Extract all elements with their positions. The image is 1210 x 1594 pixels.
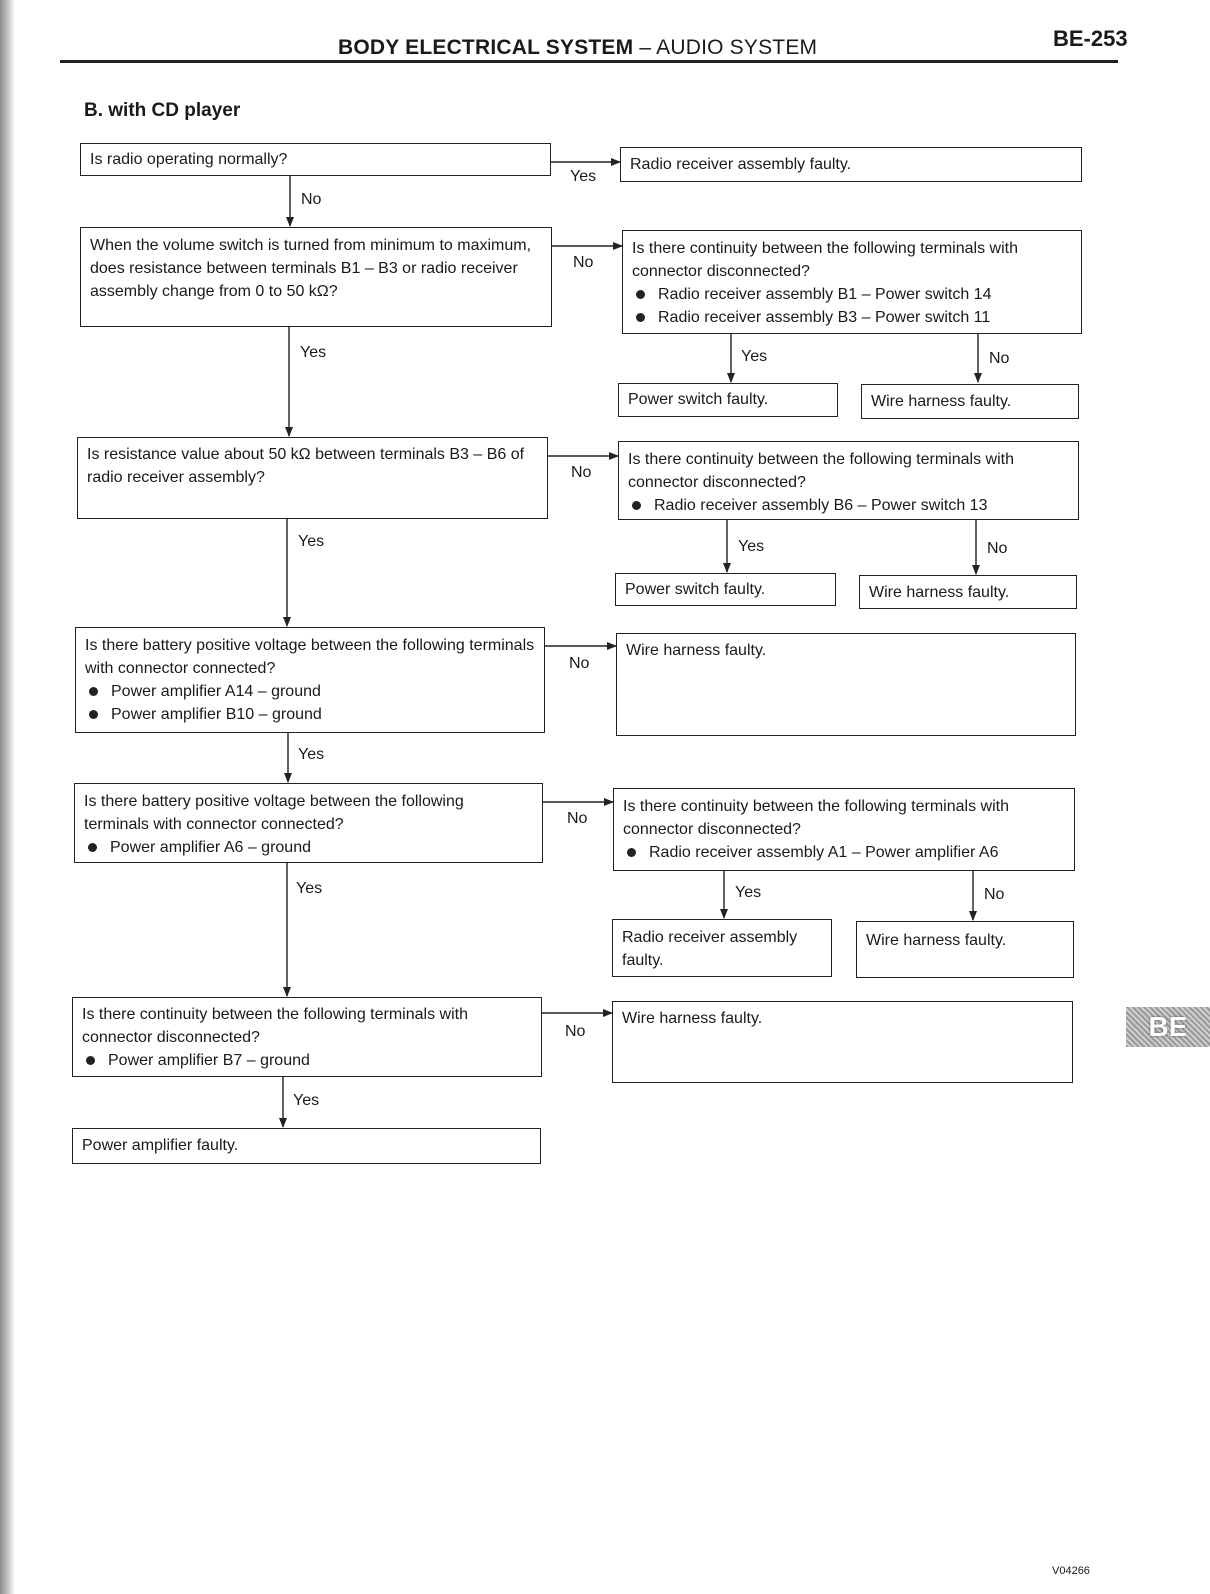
bullet-icon <box>88 843 97 852</box>
no-label: No <box>984 886 1005 903</box>
bullet-icon <box>89 710 98 719</box>
question-continuity-a1-a6 <box>613 788 1075 871</box>
no-label: No <box>569 655 590 672</box>
figure-code: V04266 <box>1052 1565 1090 1577</box>
result-text: Wire harness faulty. <box>871 393 1012 410</box>
yes-label: Yes <box>293 1092 320 1109</box>
result-power-amplifier-faulty <box>72 1128 541 1164</box>
result-text: Radio receiver assembly faulty. <box>622 929 798 969</box>
bullet-icon <box>636 290 645 299</box>
question-resistance-b3-b6 <box>77 437 548 519</box>
result-text: Wire harness faulty. <box>869 584 1010 601</box>
page-title-main: BODY ELECTRICAL SYSTEM <box>338 36 634 59</box>
terminal-item: Power amplifier B7 – ground <box>82 1049 532 1072</box>
result-radio-receiver-faulty <box>612 919 832 977</box>
question-continuity-b1-b3 <box>622 230 1082 334</box>
bullet-icon <box>86 1056 95 1065</box>
yes-label: Yes <box>296 880 323 897</box>
question-text: Is there battery positive voltage between the following terminals with connector connected? <box>84 793 464 833</box>
terminal-item: Radio receiver assembly A1 – Power amplifier A6 <box>623 841 1065 864</box>
bullet-icon <box>627 848 636 857</box>
bullet-icon <box>632 501 641 510</box>
no-label: No <box>989 350 1010 367</box>
terminal-list <box>82 1049 532 1072</box>
question-battery-voltage-a6 <box>74 783 543 863</box>
yes-label: Yes <box>300 344 327 361</box>
yes-label: Yes <box>741 348 768 365</box>
yes-label: Yes <box>570 168 597 185</box>
terminal-item: Radio receiver assembly B3 – Power switch 11 <box>632 306 1072 329</box>
terminal-item: Radio receiver assembly B6 – Power switch 13 <box>628 494 1069 517</box>
question-text: Is there continuity between the following terminals with connector disconnected? <box>623 798 1009 838</box>
no-label: No <box>567 810 588 827</box>
bullet-icon <box>89 687 98 696</box>
no-label: No <box>565 1023 586 1040</box>
result-power-switch-faulty <box>618 383 838 417</box>
terminal-item: Power amplifier A6 – ground <box>84 836 533 859</box>
result-text: Radio receiver assembly faulty. <box>630 156 852 173</box>
no-label: No <box>573 254 594 271</box>
terminal-list <box>628 494 1069 517</box>
terminal-list <box>632 283 1072 329</box>
result-radio-receiver-faulty <box>620 147 1082 182</box>
terminal-item: Power amplifier A14 – ground <box>85 680 535 703</box>
question-radio-operating <box>80 143 551 176</box>
question-text: Is there continuity between the following terminals with connector disconnected? <box>632 240 1018 280</box>
yes-label: Yes <box>298 746 325 763</box>
result-wire-harness-faulty <box>861 384 1079 419</box>
result-wire-harness-faulty <box>612 1001 1073 1083</box>
result-text: Power switch faulty. <box>625 581 766 598</box>
section-title: B. with CD player <box>84 100 241 121</box>
page-number: BE-253 <box>1053 26 1128 51</box>
result-text: Wire harness faulty. <box>622 1010 763 1027</box>
result-text: Power switch faulty. <box>628 391 769 408</box>
result-text: Wire harness faulty. <box>866 932 1007 949</box>
no-label: No <box>571 464 592 481</box>
yes-label: Yes <box>298 533 325 550</box>
result-wire-harness-faulty <box>859 575 1077 609</box>
terminal-item: Power amplifier B10 – ground <box>85 703 535 726</box>
question-text: Is radio operating normally? <box>90 151 288 168</box>
section-tab-be: BE <box>1126 1007 1210 1047</box>
yes-label: Yes <box>738 538 765 555</box>
no-label: No <box>301 191 322 208</box>
result-text: Wire harness faulty. <box>626 642 767 659</box>
bullet-icon <box>636 313 645 322</box>
question-text: When the volume switch is turned from minimum to maximum, does resistance between terminals B1 – B3 or radio receiver assembly change from 0 to 50 kΩ? <box>90 237 532 300</box>
question-text: Is there battery positive voltage between the following terminals with connector connected? <box>85 637 535 677</box>
question-continuity-b6 <box>618 441 1079 520</box>
result-text: Power amplifier faulty. <box>82 1137 239 1154</box>
question-continuity-b7-ground <box>72 997 542 1077</box>
terminal-list <box>85 680 535 726</box>
question-text: Is there continuity between the following terminals with connector disconnected? <box>628 451 1014 491</box>
page-title-separator: – <box>633 36 657 59</box>
result-wire-harness-faulty <box>616 633 1076 736</box>
no-label: No <box>987 540 1008 557</box>
question-battery-voltage-a14-b10 <box>75 627 545 733</box>
result-power-switch-faulty <box>615 573 836 606</box>
yes-label: Yes <box>735 884 762 901</box>
question-volume-switch-resistance <box>80 227 552 327</box>
page-title-sub: AUDIO SYSTEM <box>656 36 818 59</box>
terminal-item: Radio receiver assembly B1 – Power switch 14 <box>632 283 1072 306</box>
result-wire-harness-faulty <box>856 921 1074 978</box>
terminal-list <box>84 836 533 859</box>
question-text: Is resistance value about 50 kΩ between terminals B3 – B6 of radio receiver assembly? <box>87 446 525 486</box>
question-text: Is there continuity between the following terminals with connector disconnected? <box>82 1006 468 1046</box>
terminal-list <box>623 841 1065 864</box>
